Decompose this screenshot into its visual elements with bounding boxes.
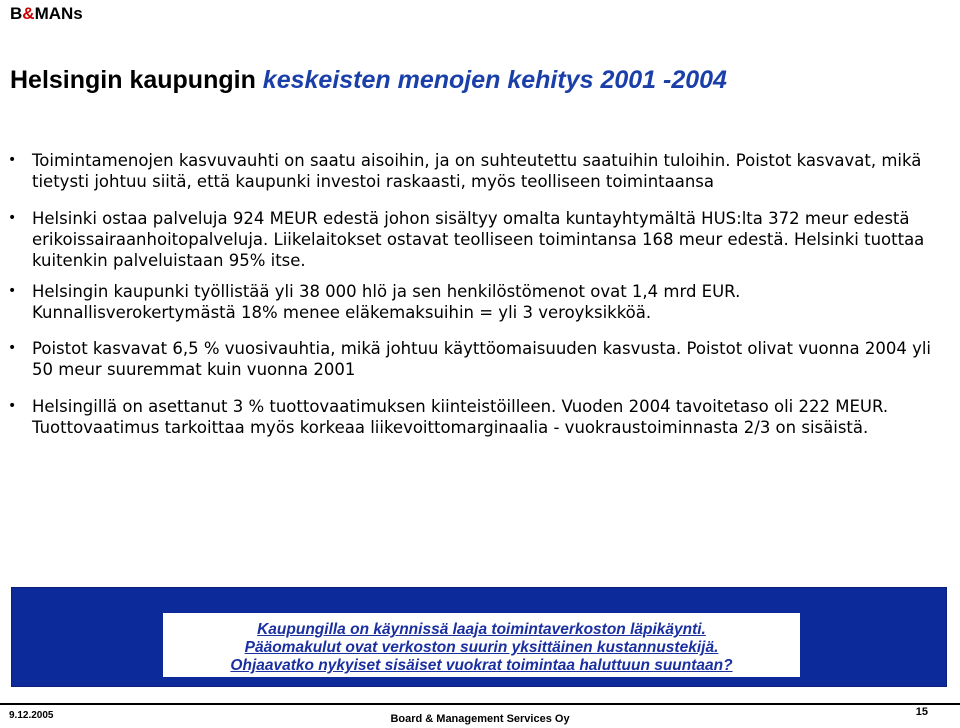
- page-number: 15: [915, 706, 928, 718]
- logo-text-mans: MANs: [34, 4, 83, 23]
- bullet-dot-icon: •: [8, 283, 17, 299]
- bullet-item: [0, 338, 960, 380]
- title-plain: Helsingin kaupungin: [10, 66, 263, 94]
- bullet-item: [0, 281, 960, 323]
- bullet-text: Helsingillä on asettanut 3 % tuottovaatimuksen kiinteistöilleen. Vuoden 2004 tavoitetaso oli 222 MEUR. Tuottovaatimus tarkoittaa myös korkeaa liikevoittomarginaalia - vuokraustoiminnasta 2/3 on sisäistä.: [32, 397, 889, 437]
- title-emphasis: keskeisten menojen kehitys 2001 -2004: [262, 66, 727, 94]
- bullet-text: Toimintamenojen kasvuvauhti on saatu aisoihin, ja on suhteutettu saatuihin tuloihin. Poistot kasvavat, mikä tietysti johtuu siitä, että kaupunki investoi raskaasti, myös teolliseen toimintaansa: [32, 151, 922, 191]
- callout-box: [11, 587, 947, 687]
- bullet-list: [0, 150, 960, 452]
- bullet-item: [0, 396, 960, 438]
- bullet-text: Helsingin kaupunki työllistää yli 38 000 hlö ja sen henkilöstömenot ovat 1,4 mrd EUR. Kunnallisverokertymästä 18% menee eläkemaksuihin = yli 3 veroyksikköä.: [32, 282, 741, 322]
- bullet-dot-icon: •: [8, 152, 17, 168]
- footer-divider: [0, 703, 960, 705]
- logo-ampersand: &: [22, 4, 35, 23]
- bullet-text: Poistot kasvavat 6,5 % vuosivauhtia, mikä johtuu käyttöomaisuuden kasvusta. Poistot olivat vuonna 2004 yli 50 meur suuremmat kuin vuonna 2001: [32, 339, 932, 379]
- bullet-dot-icon: •: [8, 210, 17, 226]
- callout-text-panel: [163, 613, 800, 677]
- bullet-dot-icon: •: [8, 340, 17, 356]
- logo-text-b: B: [10, 4, 23, 23]
- bullet-item: [0, 208, 960, 271]
- footer-date: 9.12.2005: [9, 710, 54, 721]
- callout-line-3: Ohjaavatko nykyiset sisäiset vuokrat toimintaa haluttuun suuntaan?: [230, 657, 733, 674]
- company-logo: [10, 4, 83, 24]
- bullet-dot-icon: •: [8, 398, 17, 414]
- footer-company: Board & Management Services Oy: [390, 713, 570, 725]
- bullet-text: Helsinki ostaa palveluja 924 MEUR edestä johon sisältyy omalta kuntayhtymältä HUS:lta 372 meur edestä erikoissairaanhoitopalveluja. Liikelaitokset ostavat teolliseen toimintansa 168 meur edestä. Helsinki tuottaa kuitenkin palveluistaan 95% itse.: [32, 209, 925, 270]
- callout-line-2: Pääomakulut ovat verkoston suurin yksittäinen kustannustekijä.: [244, 639, 719, 656]
- callout-line-1: Kaupungilla on käynnissä laaja toimintaverkoston läpikäynti.: [257, 621, 706, 638]
- slide-title: [10, 66, 727, 95]
- bullet-item: [0, 150, 960, 192]
